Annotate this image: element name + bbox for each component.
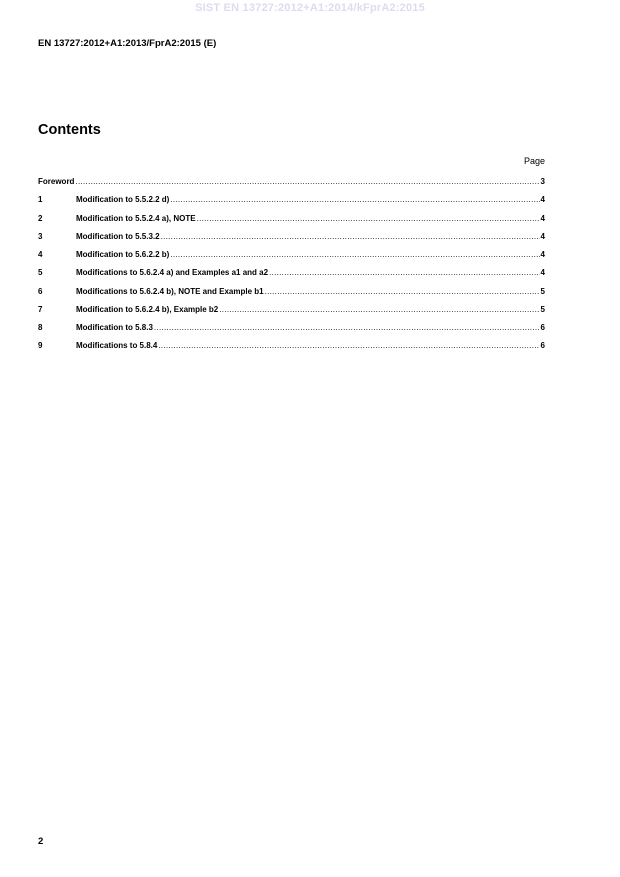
toc-entry-page: 5 [540,286,545,296]
toc-entry-page: 4 [540,268,545,278]
toc-entry-2[interactable] [38,214,545,232]
toc-entry-4[interactable] [38,250,545,268]
toc-entry-9[interactable] [38,341,545,359]
toc-dot-leader [269,268,539,277]
toc-entry-1[interactable] [38,195,545,213]
toc-entry-title: Modifications to 5.6.2.4 a) and Examples a1 and a2 [76,268,269,278]
document-identifier: EN 13727:2012+A1:2013/FprA2:2015 (E) [38,38,217,49]
toc-entry-title: Foreword [38,177,75,186]
toc-entry-page: 6 [540,323,545,332]
toc-entry-number: 3 [38,231,43,241]
toc-entry-number: 8 [38,323,43,332]
toc-entry-number: 9 [38,341,43,351]
toc-entry-3[interactable] [38,232,545,250]
toc-dot-leader [161,232,540,241]
toc-dot-leader [154,323,540,332]
toc-dot-leader [219,305,539,314]
toc-entry-title: Modifications to 5.6.2.4 b), NOTE and Example b1 [76,286,264,296]
toc-entry-title: Modification to 5.6.2.4 b), Example b2 [76,304,219,314]
toc-entry-number: 4 [38,250,43,259]
toc-dot-leader [170,250,539,259]
toc-entry-page: 4 [540,195,545,205]
toc-entry-foreword[interactable] [38,177,545,195]
toc-entry-number: 1 [38,195,43,205]
toc-entry-number: 5 [38,268,43,278]
page-column-label: Page [523,156,545,166]
toc-dot-leader [158,341,539,350]
page-number: 2 [38,836,44,847]
toc-dot-leader [170,195,539,204]
toc-entry-page: 3 [540,177,545,186]
toc-dot-leader [75,177,539,186]
watermark: SIST EN 13727:2012+A1:2014/kFprA2:2015 [195,2,425,14]
toc-entry-number: 7 [38,304,43,314]
toc-entry-title: Modification to 5.5.2.4 a), NOTE [76,213,196,223]
toc-entry-page: 4 [540,250,545,259]
toc-entry-page: 6 [540,341,545,351]
toc-entry-8[interactable] [38,323,545,341]
toc-entry-page: 4 [540,231,545,241]
toc-dot-leader [197,214,540,223]
toc-entry-title: Modification to 5.8.3 [76,323,153,332]
toc-entry-title: Modification to 5.5.3.2 [76,231,160,241]
toc-entry-number: 2 [38,213,43,223]
toc-entry-6[interactable] [38,287,545,305]
toc-entry-title: Modification to 5.5.2.2 d) [76,195,170,205]
toc-entry-7[interactable] [38,305,545,323]
toc-entry-5[interactable] [38,268,545,286]
toc-entry-title: Modifications to 5.8.4 [76,341,158,351]
table-of-contents [38,177,545,360]
toc-entry-number: 6 [38,286,43,296]
contents-heading: Contents [38,122,101,138]
toc-entry-page: 4 [540,213,545,223]
toc-dot-leader [265,287,540,296]
toc-entry-title: Modification to 5.6.2.2 b) [76,250,170,259]
toc-entry-page: 5 [540,304,545,314]
